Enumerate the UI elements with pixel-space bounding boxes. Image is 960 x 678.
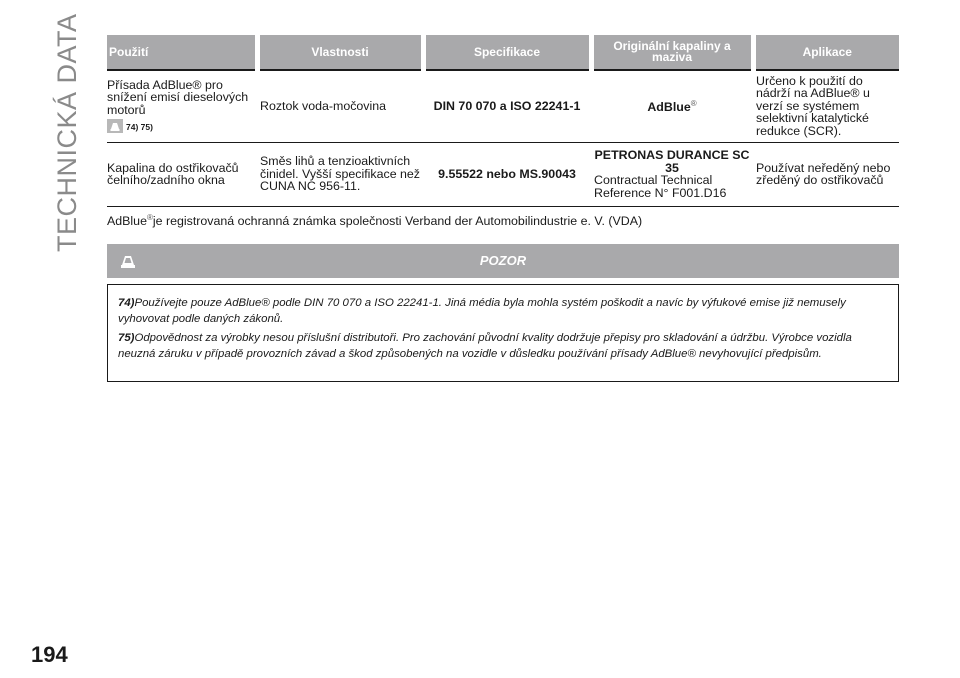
caution-header xyxy=(107,244,899,278)
warning-car-icon xyxy=(117,251,139,271)
side-title-text: TECHNICKÁ DATA xyxy=(52,13,82,252)
cell-usage: Kapalina do ostřikovačů čelního/zadního okna xyxy=(107,143,257,207)
cell-product xyxy=(591,143,753,207)
caution-item-text: Odpovědnost za výrobky nesou příslušní distributoři. Pro zachování původní kvality dodržuje přepisy pro skladování a údržbu. Výrobce vozidla neuzná záruku v případě provozních závad a škod způsobených na vozidle v důsledku používání přísady AdBlue® nevyhovující předpisům. xyxy=(118,332,852,360)
usage-text: Přísada AdBlue® pro snížení emisí dieselových motorů xyxy=(107,77,249,117)
table-row xyxy=(107,70,899,143)
usage-refs xyxy=(107,119,254,133)
usage-ref-numbers: 74) 75) xyxy=(126,121,153,132)
footnote-text: je registrovaná ochranná známka společnosti Verband der Automobilindustrie e. V. (VDA) xyxy=(152,214,643,229)
caution-item-number: 75) xyxy=(118,332,135,344)
fluids-table xyxy=(107,35,899,207)
header-application: Aplikace xyxy=(753,35,899,70)
trademark-footnote xyxy=(107,213,642,228)
caution-item-number: 74) xyxy=(118,297,135,309)
caution-item xyxy=(118,331,888,362)
cell-spec: 9.55522 nebo MS.90043 xyxy=(423,143,591,207)
cell-usage xyxy=(107,70,257,143)
header-properties: Vlastnosti xyxy=(257,35,423,70)
cell-application: Určeno k použití do nádrží na AdBlue® u verzí se systémem selektivní katalytické redukce (SCR). xyxy=(753,70,899,143)
cell-spec: DIN 70 070 a ISO 22241-1 xyxy=(423,70,591,143)
header-usage: Použití xyxy=(107,35,257,70)
footnote-mark: ® xyxy=(146,213,153,222)
warning-car-icon xyxy=(107,119,123,133)
caution-title: POZOR xyxy=(479,253,527,268)
cell-properties: Směs lihů a tenzioaktivních činidel. Vyšší specifikace než CUNA NC 956-11. xyxy=(257,143,423,207)
header-products: Originální kapaliny a maziva xyxy=(591,35,753,70)
product-name: PETRONAS DURANCE SC 35 xyxy=(594,148,750,175)
product-name: AdBlue xyxy=(647,100,691,115)
footnote-brand: AdBlue xyxy=(107,214,147,229)
caution-item xyxy=(118,296,888,327)
product-reference: Contractual Technical Reference N° F001.D16 xyxy=(594,173,727,200)
cell-application: Používat neředěný nebo zředěný do ostřikovačů xyxy=(753,143,899,207)
header-spec: Specifikace xyxy=(423,35,591,70)
table-row xyxy=(107,143,899,207)
caution-body xyxy=(107,284,899,382)
cell-properties: Roztok voda-močovina xyxy=(257,70,423,143)
page-number: 194 xyxy=(31,642,68,667)
caution-item-text: Používejte pouze AdBlue® podle DIN 70 070 a ISO 22241-1. Jiná média byla mohla systém poškodit a navíc by výfukové emise již nemusely vyhovovat podle daných zákonů. xyxy=(118,297,846,325)
cell-product xyxy=(591,70,753,143)
registered-mark: ® xyxy=(690,99,697,109)
table-header-row xyxy=(107,35,899,70)
